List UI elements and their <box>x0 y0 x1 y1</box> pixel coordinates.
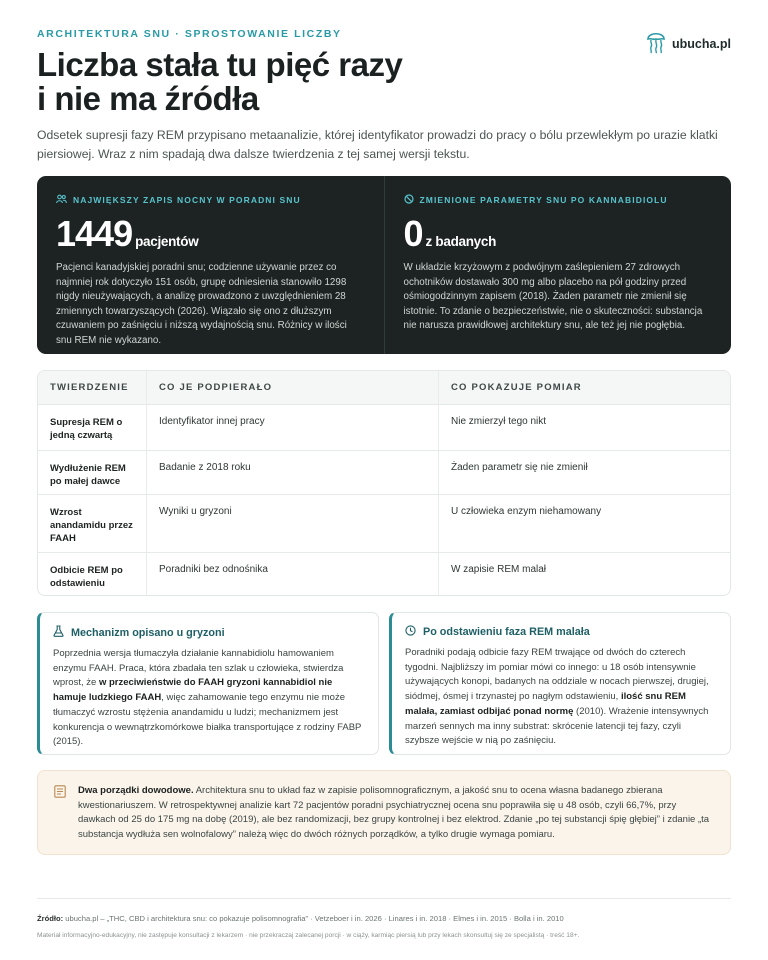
card-emphasis: w przeciwieństwie do FAAH gryzoni kannabidiol nie hamuje ludzkiego FAAH <box>53 677 333 704</box>
card-text: Poprzednia wersja tłumaczyła działanie kannabidiolu hamowaniem enzymu FAAH. Praca, która zbadała ten szlak u człowieka, stwierdza wprost, że w przeciwieństwie do FAAH gryzoni kannabidiol nie hamuje ludzkiego FAAH, więc zahamowanie tego enzymu nie może tłumaczyć wzrostu stężenia anandamidu u ludzi; mechanizmem jest konkurencja o wewnątrzkomórkowe białka transportujące z rodziny FABP (2015). <box>53 648 362 748</box>
prohibited-icon <box>404 194 414 206</box>
card-title: Po odstawieniu faza REM malała <box>423 626 590 638</box>
stats-panel <box>37 176 731 354</box>
stat-number: 1449 <box>56 213 133 254</box>
claim-cell: Supresja REM o jedną czwartą <box>50 417 123 441</box>
measure-cell: Nie zmierzył tego nikt <box>438 405 730 450</box>
column-header: CO POKAZUJE POMIAR <box>438 371 730 404</box>
column-header: CO JE PODPIERAŁO <box>146 371 438 404</box>
column-header: TWIERDZENIE <box>50 382 129 393</box>
clock-icon <box>405 625 416 639</box>
stat-description: W układzie krzyżowym z podwójnym zaślepieniem 27 zdrowych ochotników dostawało 300 mg albo placebo na pół godziny przed ośmiogodzinnym zapisem (2018). Żaden parametr nie zmienił się istotnie. To zdanie o bezpieczeństwie, nie o skuteczności: substancja nie narusza prawidłowej architektury snu, ale też jej nie pogłębia. <box>403 262 703 332</box>
claims-table <box>37 370 731 596</box>
measure-cell: W zapisie REM malał <box>438 553 730 596</box>
people-icon <box>56 194 67 206</box>
evidence-note <box>37 770 731 855</box>
logo[interactable] <box>645 28 731 59</box>
source-label: Źródło: <box>37 914 64 923</box>
note-heading: Dwa porządki dowodowe. <box>78 785 194 796</box>
claim-cell: Wydłużenie REM po małej dawce <box>50 463 126 487</box>
table-row <box>38 494 730 552</box>
source-text: ubucha.pl – „THC, CBD i architektura snu: co pokazuje polisomnografia” · Vetzeboer i in. 2026 · Linares i in. 2018 · Elmes i in. 2015 · Bolla i in. 2010 <box>63 914 564 923</box>
table-row <box>38 552 730 596</box>
table-header-row <box>38 371 730 404</box>
claim-cell: Wzrost anandamidu przez FAAH <box>50 507 133 544</box>
measure-cell: U człowieka enzym niehamowany <box>438 495 730 552</box>
stat-description: Pacjenci kanadyjskiej poradni snu; codzienne używanie przez co najmniej rok dotyczyło 151 osób, grupę odniesienia stanowiło 1298 nigdy nieużywających, a analizę prowadzono z uwzględnieniem 28 zmiennych towarzyszących (2026). Wiązało się ono z dłuższym czuwaniem po zaśnięciu i niższą wydajnością snu. Różnicy w ilości snu REM nie wykazano. <box>56 262 347 346</box>
stat-number: 0 <box>403 213 423 254</box>
document-icon <box>54 785 66 854</box>
card-emphasis: ilość snu REM malała, zamiast odbijać ponad normę <box>405 691 686 717</box>
card-title: Mechanizm opisano u gryzoni <box>71 626 225 639</box>
stat-label: NAJWIĘKSZY ZAPIS NOCNY W PORADNI SNU <box>73 195 301 205</box>
table-row <box>38 404 730 450</box>
logo-text: ubucha.pl <box>671 36 731 51</box>
support-cell: Wyniki u gryzoni <box>146 495 438 552</box>
jellyfish-icon <box>645 28 667 59</box>
title-line-1: Liczba stała tu pięć razy <box>37 46 403 83</box>
flask-icon <box>53 625 64 640</box>
stat-block-patients <box>37 176 384 354</box>
support-cell: Poradniki bez odnośnika <box>146 553 438 596</box>
stat-block-parameters <box>384 176 732 354</box>
note-text: Dwa porządki dowodowe. Architektura snu to układ faz w zapisie polisomnograficznym, a jakość snu to ocena własna badanego zbierana kwestionariuszem. W retrospektywnej analizie kart 72 pacjentów poradni psychiatrycznej ocena snu poprawiła się u 48 osób, czyli 66,7%, przy dawkach od 25 do 175 mg na dobę (2019), ale bez randomizacji, bez grupy kontrolnej i bez elektrod. Zdanie „po tej substancji śpię głębiej” i zdanie „ta substancja wydłuża sen wolnofalowy” należą więc do dwóch różnych porządków, a tylko drugie wymaga pomiaru. <box>78 785 710 840</box>
disclaimer: Materiał informacyjno-edukacyjny, nie zastępuje konsultacji z lekarzem · nie przekraczaj zalecanej porcji · w ciąży, karmiąc piersią lub przy lekach skonsultuj się ze specjalistą · treść 18+. <box>37 932 580 939</box>
mechanism-card <box>37 612 379 755</box>
support-cell: Badanie z 2018 roku <box>146 451 438 494</box>
withdrawal-card <box>389 612 731 755</box>
stat-label: ZMIENIONE PARAMETRY SNU PO KANNABIDIOLU <box>419 195 668 205</box>
intro-paragraph: Odsetek supresji fazy REM przypisano metaanalizie, której identyfikator prowadzi do pracy o bólu przewlekłym po urazie klatki piersiowej. Wraz z nim spadają dwa dalsze twierdzenia z tej samej wersji tekstu. <box>37 128 718 161</box>
page-header <box>37 28 731 118</box>
page-title <box>37 48 731 116</box>
stat-unit: pacjentów <box>135 234 199 249</box>
stat-unit: z badanych <box>425 234 497 249</box>
source-line <box>37 914 731 923</box>
footer <box>37 898 731 939</box>
card-text: Poradniki podają odbicie fazy REM trwające od dwóch do czterech tygodni. Najbliższy im pomiar mówi co innego: u 18 osób intensywnie używających konopi, badanych na oddziale w nocach pierwszej, drugiej, siódmej, ósmej i trzynastej po nagłym odstawieniu, ilość snu REM malała, zamiast odbijać ponad normę (2010). Wrażenie intensywnych marzeń sennych ma inny substrat: skrócenie latencji tej fazy, czyli szybsze wejście w nią po zaśnięciu. <box>405 647 709 747</box>
kicker: ARCHITEKTURA SNU · SPROSTOWANIE LICZBY <box>37 28 342 40</box>
support-cell: Identyfikator innej pracy <box>146 405 438 450</box>
claim-cell: Odbicie REM po odstawieniu <box>50 565 123 589</box>
table-row <box>38 450 730 494</box>
measure-cell: Żaden parametr się nie zmienił <box>438 451 730 494</box>
title-line-2: i nie ma źródła <box>37 80 259 117</box>
